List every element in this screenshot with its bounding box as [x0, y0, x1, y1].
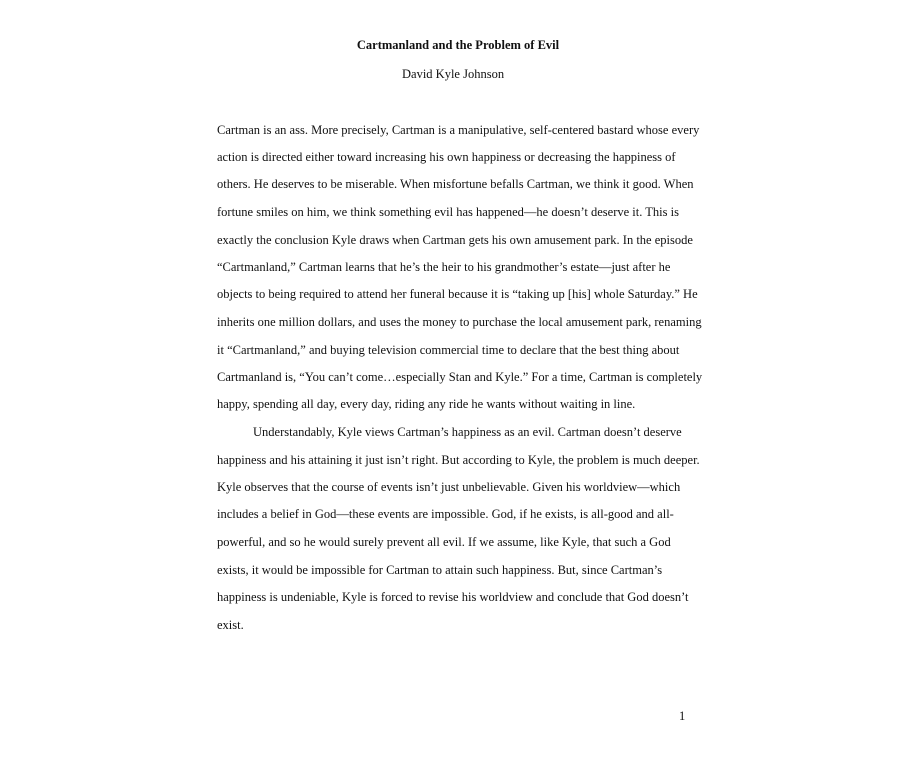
body-line-10: Cartmanland is, “You can’t come…especially Stan and Kyle.” For a time, Cartman is completely: [217, 370, 703, 384]
page-number: 1: [679, 709, 686, 723]
body-line-8: inherits one million dollars, and uses the money to purchase the local amusement park, renaming: [217, 315, 702, 329]
body-line-17: exists, it would be impossible for Cartman to attain such happiness. But, since Cartman’s: [217, 563, 663, 577]
body-line-4: fortune smiles on him, we think something evil has happened—he doesn’t deserve it. This is: [217, 205, 679, 219]
body-line-12: Understandably, Kyle views Cartman’s happiness as an evil. Cartman doesn’t deserve: [253, 425, 682, 439]
body-line-16: powerful, and so he would surely prevent all evil. If we assume, like Kyle, that such a God: [217, 535, 671, 549]
body-line-6: “Cartmanland,” Cartman learns that he’s the heir to his grandmother’s estate—just after he: [217, 260, 671, 274]
title-text: Cartmanland and the Problem of Evil: [356, 38, 560, 52]
body-line-9: it “Cartmanland,” and buying television commercial time to declare that the best thing about: [217, 343, 680, 357]
body-line-5: exactly the conclusion Kyle draws when Cartman gets his own amusement park. In the episode: [217, 233, 693, 247]
body-line-14: Kyle observes that the course of events isn’t just unbelievable. Given his worldview—which: [217, 480, 681, 494]
body-line-19: exist.: [217, 618, 244, 632]
body-line-7: objects to being required to attend her funeral because it is “taking up [his] whole Saturday.” He: [217, 287, 698, 301]
body-line-3: others. He deserves to be miserable. When misfortune befalls Cartman, we think it good. When: [217, 177, 694, 191]
body-line-1: Cartman is an ass. More precisely, Cartman is a manipulative, self-centered bastard whose every: [217, 123, 700, 137]
body-line-15: includes a belief in God—these events are impossible. God, if he exists, is all-good and all-: [217, 507, 674, 521]
body-line-13: happiness and his attaining it just isn’t right. But according to Kyle, the problem is much deeper.: [217, 453, 700, 467]
body-line-18: happiness is undeniable, Kyle is forced to revise his worldview and conclude that God doesn’t: [217, 590, 689, 604]
document-title: [0, 38, 900, 53]
author-name: David Kyle Johnson: [402, 67, 505, 81]
body-line-11: happy, spending all day, every day, riding any ride he wants without waiting in line.: [217, 397, 636, 411]
body-line-2: action is directed either toward increasing his own happiness or decreasing the happiness of: [217, 150, 676, 164]
